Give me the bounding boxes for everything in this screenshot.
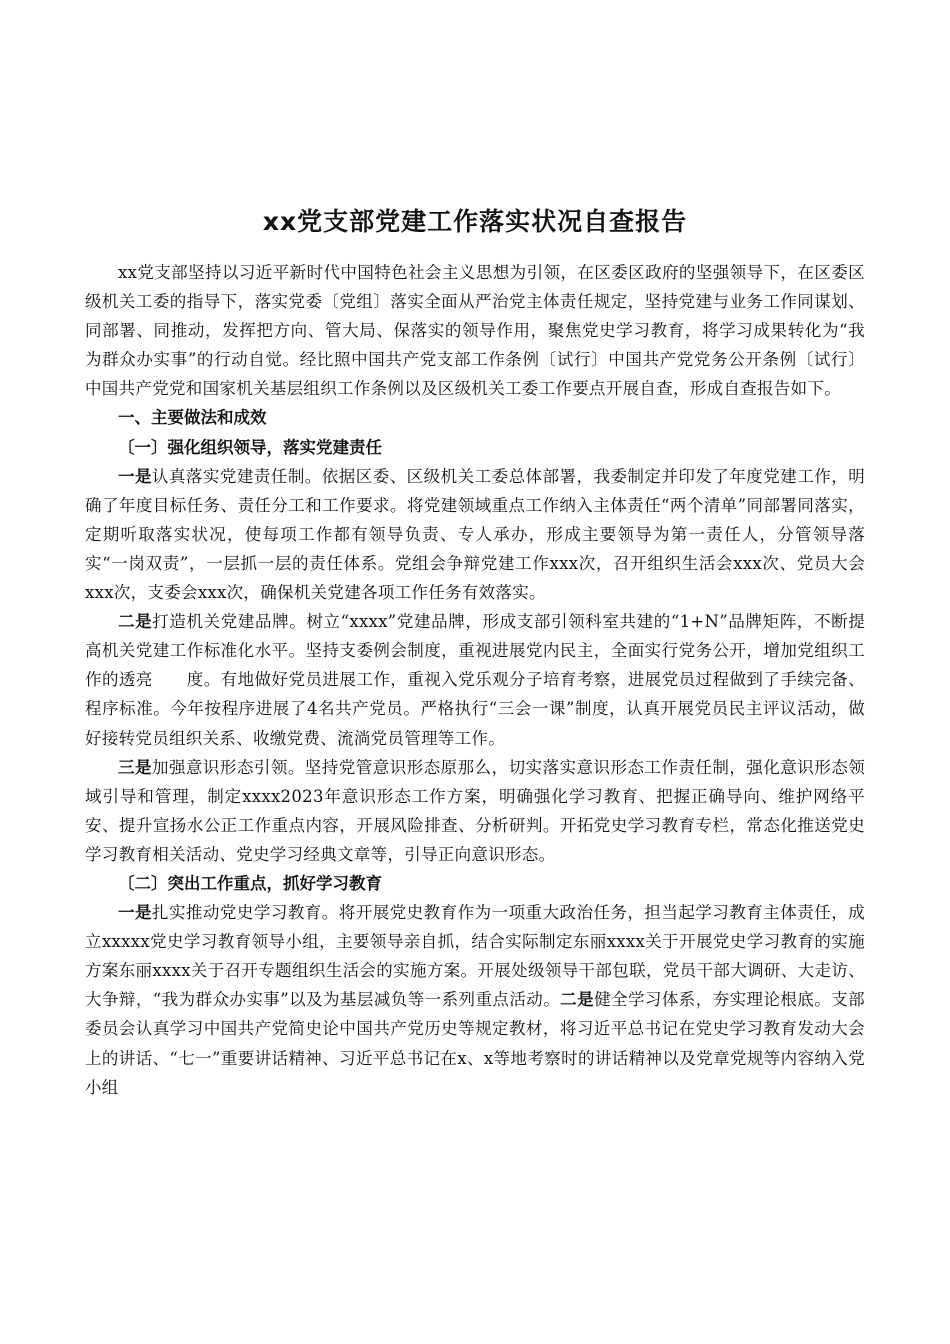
paragraph-3 [85, 753, 865, 869]
paragraph-2 [85, 607, 865, 752]
paragraph-2-text: 打造机关党建品牌。树立“xxxx”党建品牌，形成支部引领科室共建的“1+N”品牌矩阵，不断提高机关党建工作标准化水平。坚持支委例会制度，重视进展党内民主，全面实行党务公开，增加党组织工作的透亮 度。有地做好党员进展工作，重视入党乐观分子培育考察，进展党员过程做到了手续完备、程序标准。今年按程序进展了4名共产党员。严格执行“三会一课”制度，认真开展党员民主评议活动，做好接转党员组织关系、收缴党费、流淌党员管理等工作。 [85, 612, 865, 748]
paragraph-4-lead: 一是 [118, 903, 152, 923]
paragraph-1-text: 认真落实党建责任制。依据区委、区级机关工委总体部署，我委制定并印发了年度党建工作，明确了年度目标任务、责任分工和工作要求。将党建领域重点工作纳入主体责任“两个清单”同部署同落实，定期听取落实状况，使每项工作都有领导负责、专人承办，形成主要领导为第一责任人，分管领导落实“一岗双责”，一层抓一层的责任体系。党组会争辩党建工作xxx次，召开组织生活会xxx次、党员大会xxx次，支委会xxx次，确保机关党建各项工作任务有效落实。 [85, 466, 865, 603]
subsection-heading-2: 〔二〕突出工作重点，抓好学习教育 [118, 873, 382, 893]
paragraph-1 [85, 462, 865, 607]
paragraph-4-lead-2: 二是 [560, 990, 595, 1010]
paragraph-4 [85, 898, 865, 1102]
paragraph-1-lead: 一是 [118, 466, 152, 486]
paragraph-3-lead: 三是 [118, 757, 152, 777]
intro-paragraph: xx党支部坚持以习近平新时代中国特色社会主义思想为引领，在区委区政府的坚强领导下，在区委区级机关工委的指导下，落实党委〔党组〕落实全面从严治党主体责任规定，坚持党建与业务工作同谋划、同部署、同推动，发挥把方向、管大局、保落实的领导作用，聚焦党史学习教育，将学习成果转化为“我为群众办实事”的行动自觉。经比照中国共产党支部工作条例〔试行〕中国共产党党务公开条例〔试行〕中国共产党党和国家机关基层组织工作条例以及区级机关工委工作要点开展自查，形成自查报告如下。 [85, 263, 865, 399]
document-page [85, 200, 865, 1102]
subsection-heading-1: 〔一〕强化组织领导，落实党建责任 [118, 437, 382, 457]
paragraph-3-text: 加强意识形态引领。坚持党管意识形态原那么，切实落实意识形态工作责任制，强化意识形态领域引导和管理，制定xxxx2023年意识形态工作方案，明确强化学习教育、把握正确导向、维护网络平安、提升宣扬水公正工作重点内容，开展风险排查、分析研判。开拓党史学习教育专栏，常态化推送党史学习教育相关活动、党史学习经典文章等，引导正向意识形态。 [85, 757, 865, 864]
paragraph-4-text-2: 健全学习体系，夯实理论根底。支部委员会认真学习中国共产党简史论中国共产党历史等规定教材，将习近平总书记在党史学习教育发动大会上的讲话、“七一”重要讲话精神、习近平总书记在x、x等地考察时的讲话精神以及党章党规等内容纳入党小组 [85, 990, 865, 1097]
paragraph-2-lead: 二是 [118, 612, 153, 632]
section-heading-1: 一、主要做法和成效 [118, 408, 267, 428]
document-title: xx党支部党建工作落实状况自查报告 [262, 207, 688, 236]
paragraph-4-text: 扎实推动党史学习教育。将开展党史教育作为一项重大政治任务，担当起学习教育主体责任，成立xxxxx党史学习教育领导小组，主要领导亲自抓，结合实际制定东丽xxxx关于开展党史学习教育的实施方案东丽xxxx关于召开专题组织生活会的实施方案。开展处级领导干部包联，党员干部大调研、大走访、大争辩，“我为群众办实事”以及为基层减负等一系列重点活动。 [85, 903, 865, 1010]
